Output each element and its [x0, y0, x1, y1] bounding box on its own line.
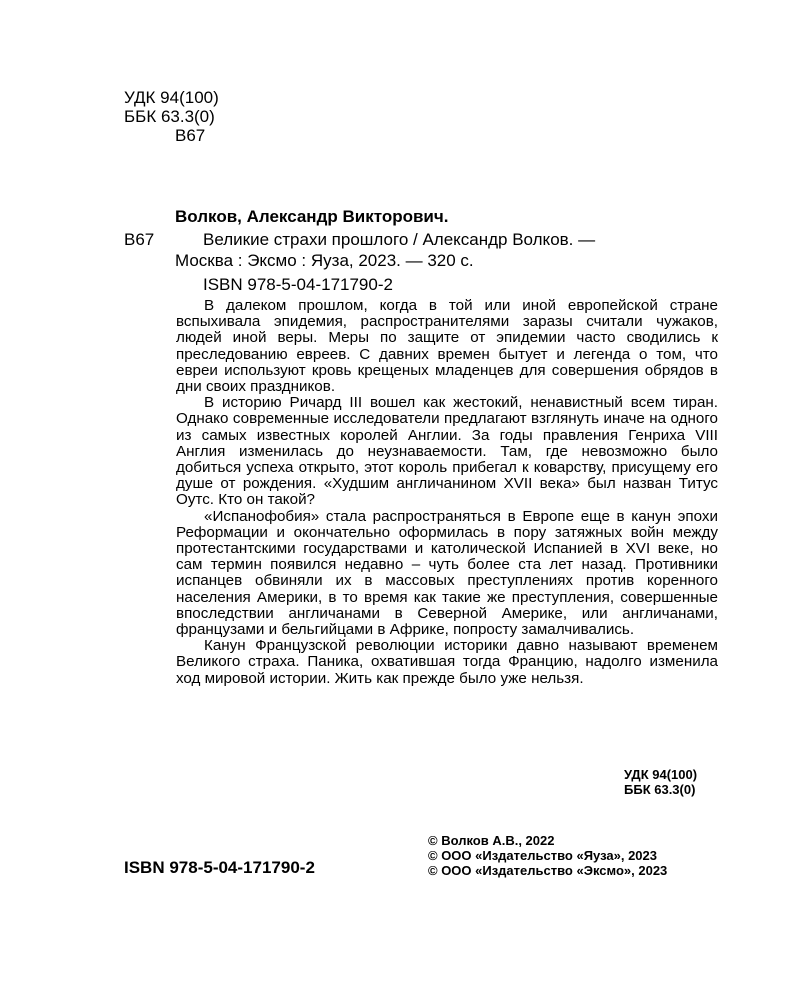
author-mark: В67	[175, 126, 206, 145]
isbn-main: ISBN 978-5-04-171790-2	[124, 858, 315, 877]
annotation-paragraph: В историю Ричард III вошел как жестокий, ненавистный всем тиран. Однако современные исследователи предлагают взглянуть иначе на одного из самых известных королей Англии. За годы правления Генриха VIII Англия изменилась до неузнаваемости. Там, где невозможно было добиться успеха открыто, этот король прибегал к коварству, присущему его душе от рождения. «Худшим англичанином XVII века» был назван Титус Оутс. Кто он такой?	[176, 394, 718, 509]
record-imprint: Москва : Эксмо : Яуза, 2023. — 320 с.	[175, 251, 474, 270]
footer-udk: УДК 94(100)	[624, 767, 698, 782]
annotation-paragraph: «Испанофобия» стала распространяться в Европе еще в канун эпохи Реформации и окончательно оформилась в пору затяжных войн между протестантскими государствами и католической Испанией в XVI веке, но сам термин появился недавно – чуть более ста лет назад. Противники испанцев обвиняли их в массовых преступлениях против коренного населения Америки, в то время как такие же преступления, совершенные впоследствии англичанами в Северной Америке, или англичанами, французами и бельгийцами в Африке, попросту замалчивались.	[176, 507, 718, 639]
author-heading: Волков, Александр Викторович.	[175, 207, 449, 226]
copyright-line: © Волков А.В., 2022	[428, 833, 555, 848]
annotation-paragraph: Канун Французской революции историки давно называют временем Великого страха. Паника, охватившая тогда Францию, надолго изменила ход мировой истории. Жить как прежде было уже нельзя.	[176, 637, 718, 687]
footer-bbk: ББК 63.3(0)	[624, 782, 696, 797]
udk-code: УДК 94(100)	[124, 88, 219, 107]
annotation	[176, 298, 718, 687]
copyright-line: © ООО «Издательство «Яуза», 2023	[428, 848, 657, 863]
bbk-code: ББК 63.3(0)	[124, 107, 215, 126]
record-isbn: ISBN 978-5-04-171790-2	[203, 275, 393, 294]
record-author-mark: В67	[124, 230, 155, 249]
copyright-line: © ООО «Издательство «Эксмо», 2023	[428, 863, 668, 878]
record-title: Великие страхи прошлого / Александр Волков. —	[203, 230, 596, 249]
annotation-paragraph: В далеком прошлом, когда в той или иной европейской стране вспыхивала эпидемия, распространителями заразы считали чужаков, людей иной веры. Меры по защите от эпидемии часто сводились к преследованию евреев. С давних времен бытует и легенда о том, что евреи используют кровь крещеных младенцев для совершения обрядов в дни своих праздников.	[176, 297, 718, 396]
